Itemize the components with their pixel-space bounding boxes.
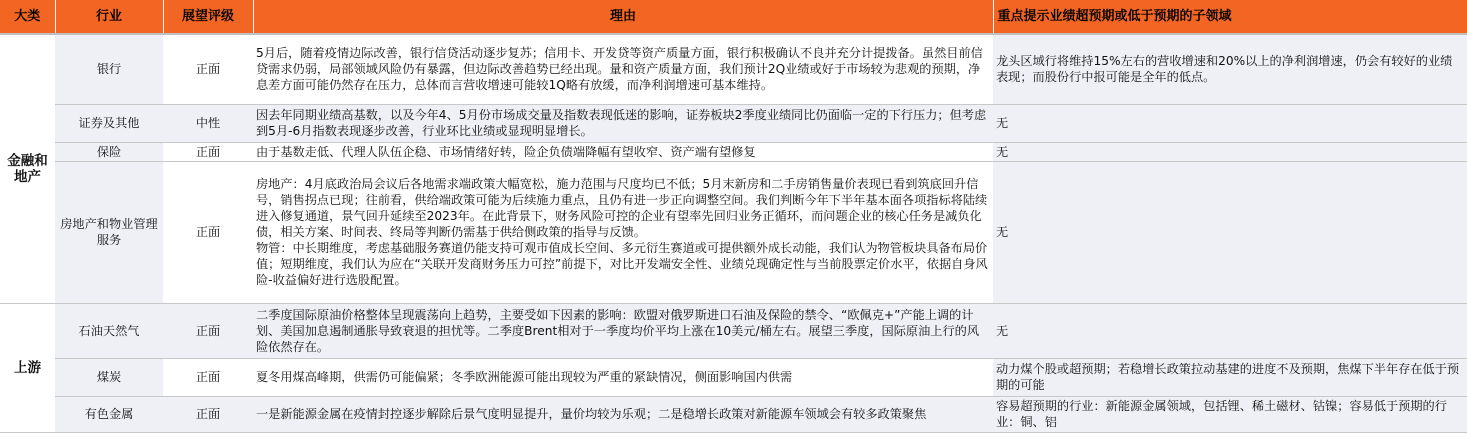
table-row — [0, 34, 1467, 104]
reason-paragraph-property-management: 物管：中长期维度，考虑基础服务赛道仍能支持可观市值成长空间、多元衍生赛道或可提供额外成长动能，我们认为物管板块具备布局价值；短期维度，我们认为应在“关联开发商财务压力可控”前提下，对比开发端安全性、业绩兑现确定性与当前股票定价水平，依据自身风险-收益偏好进行选股配置。 — [256, 241, 988, 287]
industry-cell: 有色金属 — [55, 396, 163, 432]
header-reason: 理由 — [253, 0, 993, 34]
industry-cell: 证券及其他 — [55, 104, 163, 142]
industry-cell: 保险 — [55, 142, 163, 161]
reason-cell: 由于基数走低、代理人队伍企稳、市场情绪好转，险企负债端降幅有望收窄、资产端有望修复 — [253, 142, 993, 161]
reason-cell: 二季度国际原油价格整体呈现震荡向上趋势，主要受如下因素的影响：欧盟对俄罗斯进口石油及保险的禁令、“欧佩克+”产能上调的计划、美国加息遏制通胀导致衰退的担忧等。二季度Brent相对于一季度均价平均上涨在10美元/桶左右。展望三季度，国际原油上行的风险依然存在。 — [253, 303, 993, 358]
reason-cell: 一是新能源金属在疫情封控逐步解除后景气度明显提升，量价均较为乐观；二是稳增长政策对新能源车领域会有较多政策聚焦 — [253, 396, 993, 432]
header-outlook: 展望评级 — [163, 0, 253, 34]
outlook-cell: 正面 — [163, 34, 253, 104]
outlook-cell: 正面 — [163, 396, 253, 432]
reason-paragraph-property: 房地产：4月底政治局会议后各地需求端政策大幅宽松，施力范围与尺度均已不低；5月末新房和二手房销售量价表现已看到筑底回升信号，销售拐点已现；往前看，供给端政策可能为后续施力重点，且仍有进一步正向调整空间。我们判断今年下半年基本面各项指标将陆续进入修复通道，景气回升延续至2023年。在此背景下，财务风险可控的企业有望率先回归业务正循环，而问题企业的核心任务是减负化债，相关方案、时间表、终局等判断仍需基于供给侧政策的指导与反馈。 — [256, 177, 988, 239]
outlook-cell: 正面 — [163, 161, 253, 303]
header-focus: 重点提示业绩超预期或低于预期的子领域 — [993, 0, 1467, 34]
focus-cell: 无 — [993, 142, 1467, 161]
outlook-cell: 中性 — [163, 104, 253, 142]
focus-cell: 动力煤个股或超预期；若稳增长政策拉动基建的进度不及预期，焦煤下半年存在低于预期的可能 — [993, 358, 1467, 396]
table-row — [0, 396, 1467, 432]
table-row — [0, 142, 1467, 161]
header-industry: 行业 — [55, 0, 163, 34]
focus-cell: 无 — [993, 161, 1467, 303]
table-row — [0, 303, 1467, 358]
focus-cell: 容易超预期的行业：新能源金属领域，包括锂、稀土磁材、钴镍；容易低于预期的行业：铜、铝 — [993, 396, 1467, 432]
header-category: 大类 — [0, 0, 55, 34]
reason-cell: 夏冬用煤高峰期，供需仍可能偏紧；冬季欧洲能源可能出现较为严重的紧缺情况，侧面影响国内供需 — [253, 358, 993, 396]
focus-cell: 龙头区域行将维持15%左右的营收增速和20%以上的净利润增速，仍会有较好的业绩表现；而股份行中报可能是全年的低点。 — [993, 34, 1467, 104]
outlook-cell: 正面 — [163, 142, 253, 161]
table-row — [0, 104, 1467, 142]
category-cell: 上游 — [0, 303, 55, 432]
industry-cell: 石油天然气 — [55, 303, 163, 358]
industry-cell: 煤炭 — [55, 358, 163, 396]
category-cell: 金融和地产 — [0, 34, 55, 303]
industry-cell: 银行 — [55, 34, 163, 104]
table-header-row — [0, 0, 1467, 34]
table-row — [0, 161, 1467, 303]
table-row — [0, 358, 1467, 396]
reason-cell: 因去年同期业绩高基数，以及今年4、5月份市场成交量及指数表现低迷的影响，证券板块2季度业绩同比仍面临一定的下行压力；但考虑到5月-6月指数表现逐步改善，行业环比业绩或显现明显增长。 — [253, 104, 993, 142]
outlook-cell: 正面 — [163, 358, 253, 396]
industry-cell: 房地产和物业管理服务 — [55, 161, 163, 303]
outlook-cell: 正面 — [163, 303, 253, 358]
reason-cell — [253, 161, 993, 303]
focus-cell: 无 — [993, 104, 1467, 142]
reason-cell: 5月后，随着疫情边际改善，银行信贷活动逐步复苏；信用卡、开发贷等资产质量方面，银行积极确认不良并充分计提拨备。虽然目前信贷需求仍弱，局部领域风险仍有暴露，但边际改善趋势已经出现。量和资产质量方面，我们预计2Q业绩或好于市场较为悲观的预期，净息差方面可能仍然存在压力，总体而言营收增速可能较1Q略有放缓，而净利润增速可基本维持。 — [253, 34, 993, 104]
focus-cell: 无 — [993, 303, 1467, 358]
